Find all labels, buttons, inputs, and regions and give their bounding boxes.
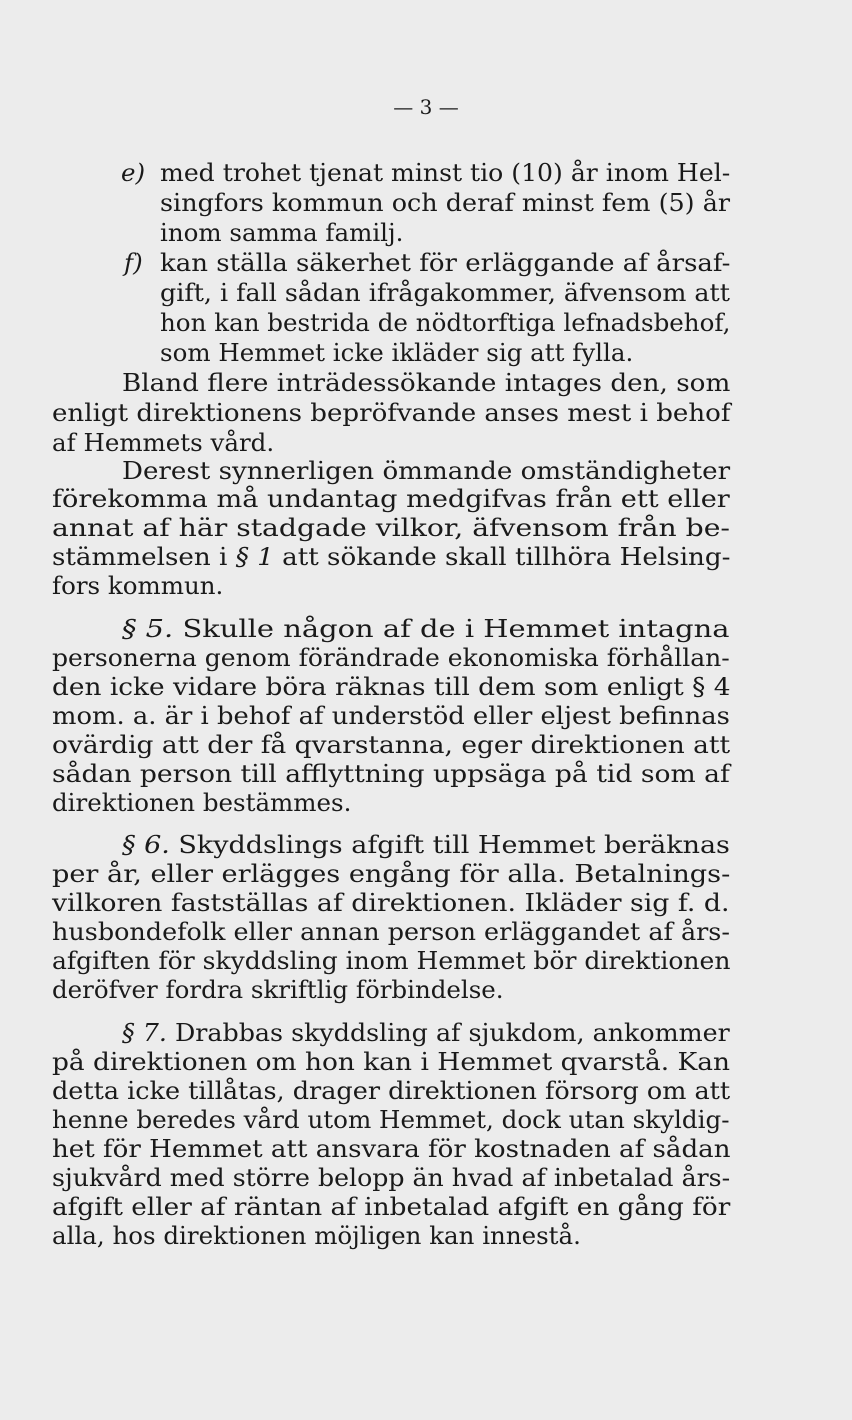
text-line: sådan person till afflyttning uppsäga på tid som af: [52, 759, 730, 788]
section-heading: § 6.: [122, 830, 170, 859]
text-line: inom samma familj.: [160, 218, 404, 247]
list-label-f: f): [124, 248, 143, 277]
text-line: afgiften för skyddsling inom Hemmet bör direktionen: [52, 946, 731, 975]
text-line: sjukvård med större belopp än hvad af inbetalad års-: [52, 1163, 731, 1192]
text-line: kan ställa säkerhet för erläggande af årsaf-: [160, 248, 731, 277]
text-line: af Hemmets vård.: [52, 428, 275, 457]
section-ref: § 1: [235, 542, 274, 571]
text-line: annat af här stadgade vilkor, äfvensom från be-: [52, 513, 730, 542]
text-line: alla, hos direktionen möjligen kan innestå.: [52, 1221, 581, 1250]
text-line: gift, i fall sådan ifrågakommer, äfvensom att: [160, 278, 730, 307]
text-line: [122, 1018, 730, 1048]
text-line: [122, 614, 730, 644]
text-line: henne beredes vård utom Hemmet, dock utan skyldig-: [52, 1105, 730, 1134]
text-line: vilkoren fastställas af direktionen. Ikläder sig f. d.: [52, 888, 730, 917]
text-line: den icke vidare böra räknas till dem som enligt § 4: [52, 672, 731, 701]
list-label-e: e): [121, 158, 146, 187]
text-line: Derest synnerligen ömmande omständigheter: [122, 456, 731, 485]
text-line: direktionen bestämmes.: [52, 788, 352, 817]
text-line: fors kommun.: [52, 571, 224, 600]
section-heading: § 5.: [122, 614, 174, 643]
section-heading: § 7.: [122, 1018, 167, 1047]
text-line: som Hemmet icke ikläder sig att fylla.: [160, 338, 634, 367]
text-line: detta icke tillåtas, drager direktionen försorg om att: [52, 1076, 731, 1105]
text-run: Skulle någon af de i Hemmet intagna: [173, 614, 730, 643]
text-line: ovärdig att der få qvarstanna, eger direktionen att: [52, 730, 731, 759]
text-line: på direktionen om hon kan i Hemmet qvarstå. Kan: [52, 1047, 731, 1076]
text-line: förekomma må undantag medgifvas från ett eller: [52, 484, 730, 513]
text-line: enligt direktionens bepröfvande anses mest i behof: [52, 398, 731, 427]
text-run: att sökande skall tillhöra Helsing-: [273, 542, 731, 571]
text-line: afgift eller af räntan af inbetalad afgift en gång för: [52, 1192, 731, 1221]
text-line: mom. a. är i behof af understöd eller eljest befinnas: [52, 701, 730, 730]
text-run: stämmelsen i: [52, 542, 236, 571]
text-line: het för Hemmet att ansvara för kostnaden af sådan: [52, 1134, 731, 1163]
text-line: husbondefolk eller annan person erläggandet af års-: [52, 917, 730, 946]
text-line: personerna genom förändrade ekonomiska förhållan-: [52, 643, 730, 672]
text-line: deröfver fordra skriftlig förbindelse.: [52, 975, 504, 1004]
text-line: [122, 830, 730, 860]
text-line: Bland flere inträdessökande intages den, som: [122, 368, 731, 397]
text-line: hon kan bestrida de nödtorftiga lefnadsbehof,: [160, 308, 731, 337]
page-number: — 3 —: [393, 95, 459, 119]
text-line: med trohet tjenat minst tio (10) år inom Hel-: [160, 158, 731, 187]
text-run: Drabbas skyddsling af sjukdom, ankommer: [166, 1018, 730, 1047]
text-line: [52, 542, 731, 572]
text-line: singfors kommun och deraf minst fem (5) år: [160, 188, 731, 217]
text-run: Skyddslings afgift till Hemmet beräknas: [169, 830, 730, 859]
text-line: per år, eller erlägges engång för alla. Betalnings-: [52, 859, 731, 888]
